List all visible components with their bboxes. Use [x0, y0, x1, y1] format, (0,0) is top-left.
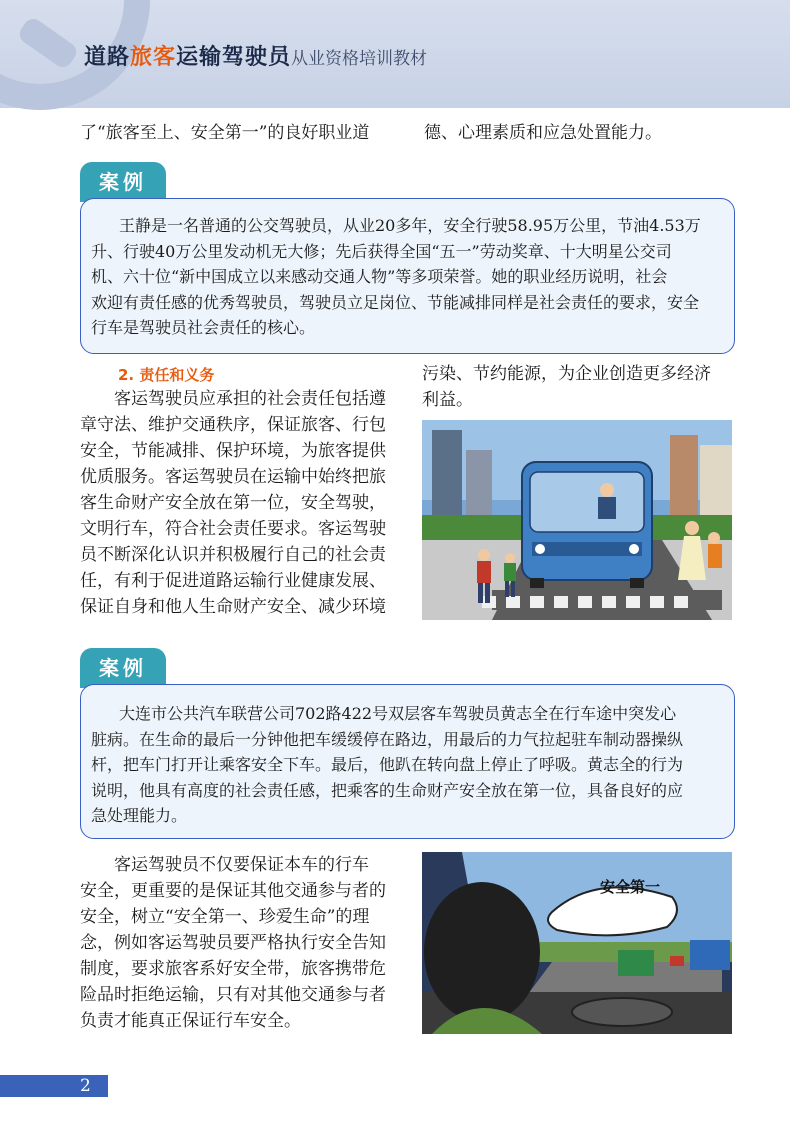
bottom-line-6: 险品时拒绝运输，只有对其他交通参与者	[80, 985, 386, 1005]
section2-line-9: 保证自身和他人生命财产安全、减少环境	[80, 597, 386, 617]
case2-line-2: 脏病。在生命的最后一分钟他把车缓缓停在路边，用最后的力气拉起驻车制动器操纵	[91, 729, 684, 749]
section-heading: 2. 责任和义务	[118, 366, 215, 384]
bottom-line-1: 客运驾驶员不仅要保证本车的行车	[114, 855, 369, 875]
case2-line-5: 急处理能力。	[91, 806, 188, 825]
intro-right-text: 德、心理素质和应急处置能力。	[424, 123, 662, 143]
driver-scene-svg	[422, 852, 732, 1034]
bottom-line-5: 制度，要求旅客系好安全带，旅客携带危	[80, 959, 386, 979]
safety-speech-bubble-text: 安全第一	[600, 878, 661, 896]
page-footer-bar	[0, 1075, 108, 1097]
section2-line-2: 章守法、维护交通秩序，保证旅客、行包	[80, 415, 386, 435]
bottom-paragraph	[80, 852, 410, 1034]
case1-line-4: 欢迎有责任感的优秀驾驶员，驾驶员立足岗位、节能减排同样是社会责任的要求，安全	[91, 292, 700, 312]
case2-line-4: 说明，他具有高度的社会责任感，把乘客的生命财产安全放在第一位，具备良好的应	[91, 780, 684, 800]
intro-left-text: 了“旅客至上、安全第一”的良好职业道	[80, 123, 370, 143]
case-box-2	[80, 684, 735, 839]
section2-left-column	[80, 386, 400, 620]
section2-line-1: 客运驾驶员应承担的社会责任包括遵	[114, 389, 386, 409]
bus-crossing-illustration	[422, 420, 732, 620]
bus-scene-svg	[422, 420, 732, 620]
case-tab-2: 案例	[80, 648, 166, 688]
section2-line-3: 安全，节能减排、保护环境，为旅客提供	[80, 441, 386, 461]
case1-line-5: 行车是驾驶员社会责任的核心。	[91, 318, 316, 337]
driver-view-illustration	[422, 852, 732, 1034]
section2-line-4: 优质服务。客运驾驶员在运输中始终把旅	[80, 467, 386, 487]
section2-right-line-1: 污染、节约能源，为企业创造更多经济	[422, 364, 711, 384]
case-tab-1: 案例	[80, 162, 166, 202]
book-title: 道路旅客运输驾驶员从业资格培训教材	[84, 45, 428, 70]
section2-line-5: 客生命财产安全放在第一位，安全驾驶，	[80, 493, 386, 513]
page-header	[0, 0, 790, 108]
case2-line-1: 大连市公共汽车联营公司702路422号双层客车驾驶员黄志全在行车途中突发心	[119, 704, 677, 723]
bottom-line-2: 安全，更重要的是保证其他交通参与者的	[80, 881, 386, 901]
section2-right-line-2: 利益。	[422, 390, 473, 410]
case2-line-3: 杆，把车门打开让乘客安全下车。最后，他趴在转向盘上停止了呼吸。黄志全的行为	[91, 755, 684, 774]
bottom-line-4: 念，例如客运驾驶员要严格执行安全告知	[80, 933, 386, 953]
bottom-line-3: 安全，树立“安全第一、珍爱生命”的理	[80, 907, 370, 927]
case-box-1	[80, 198, 735, 354]
section2-line-6: 文明行车，符合社会责任要求。客运驾驶	[80, 519, 386, 539]
case1-line-2: 升、行驶40万公里发动机无大修；先后获得全国“五一”劳动奖章、十大明星公交司	[91, 241, 672, 261]
case1-line-1: 王静是一名普通的公交驾驶员，从业20多年，安全行驶58.95万公里，节油4.53万	[119, 216, 701, 235]
case1-line-3: 机、六十位“新中国成立以来感动交通人物”等多项荣誉。她的职业经历说明，社会	[91, 267, 668, 286]
page-number: 2	[80, 1076, 91, 1096]
section2-line-8: 任，有利于促进道路运输行业健康发展、	[80, 571, 386, 591]
bottom-line-7: 负责才能真正保证行车安全。	[80, 1011, 301, 1031]
section2-line-7: 员不断深化认识并积极履行自己的社会责	[80, 545, 386, 565]
